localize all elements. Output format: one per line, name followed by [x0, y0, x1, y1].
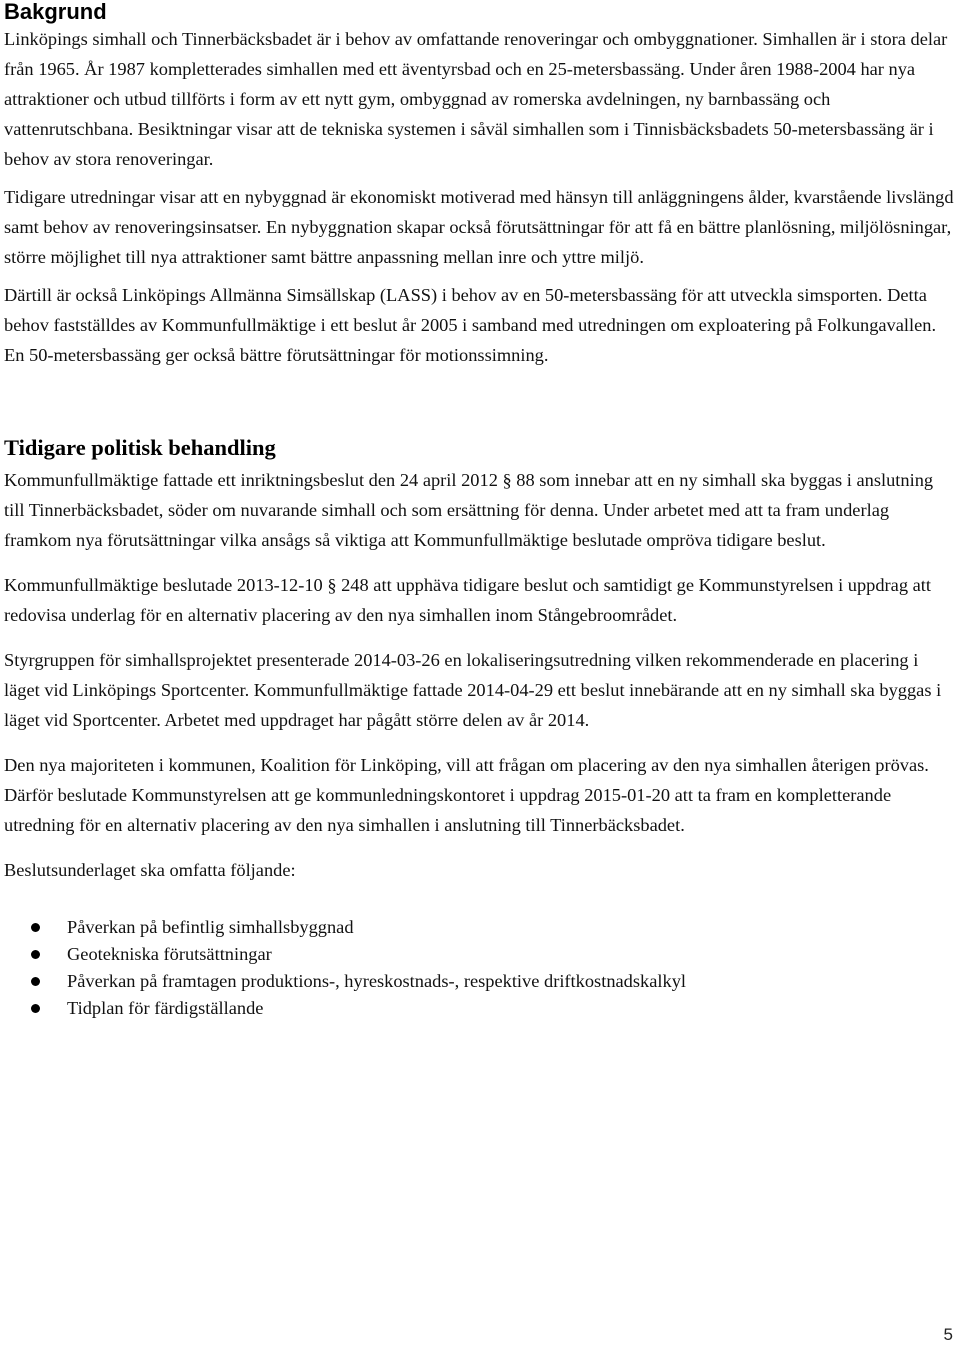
paragraph-previous-4: Den nya majoriteten i kommunen, Koalition för Linköping, vill att frågan om placering av den nya simhallen återigen prövas. Därför beslutade Kommunstyrelsen att ge kommunledningskontoret i uppdrag 2015-01-20 att ta fram en kompletterande utredning för en alternativ placering av den nya simhallen i anslutning till Tinnerbäcksbadet. [4, 755, 929, 835]
page-content [4, 0, 954, 1022]
paragraph-previous-5: Beslutsunderlaget ska omfatta följande: [4, 860, 296, 880]
paragraph-text: 248 att upphäva tidigare beslut och samtidigt ge Kommunstyrelsen i uppdrag att redovisa underlag för en alternativ placering av den nya simhallen inom Stångebroområdet. [4, 575, 932, 625]
heading-bakgrund: Bakgrund [4, 0, 107, 24]
list-item [4, 968, 954, 995]
bullet-icon [31, 950, 40, 959]
paragraph-text: 88 som innebar att en ny simhall ska byggas i anslutning till Tinnerbäcksbadet, söder om nuvarande simhall och som ersättning för denna. Under arbetet med att ta fram underlag framkom nya förutsättningar vilka ansågs så viktiga att Kommunfullmäktige beslutade ompröva tidigare beslut. [4, 470, 934, 550]
paragraph-previous-2 [4, 570, 954, 630]
list-item-text: Påverkan på befintlig simhallsbyggnad [67, 917, 354, 937]
list-item-text: Påverkan på framtagen produktions-, hyreskostnads-, respektive driftkostnadskalkyl [67, 971, 686, 991]
bullet-list [4, 914, 954, 1022]
page-number: 5 [943, 1325, 953, 1344]
list-item [4, 941, 954, 968]
list-item-text: Tidplan för färdigställande [67, 998, 264, 1018]
bullet-icon [31, 977, 40, 986]
paragraph-background-1: Linköpings simhall och Tinnerbäcksbadet är i behov av omfattande renoveringar och ombyggnationer. Simhallen är i stora delar från 1965. År 1987 kompletterades simhallen med ett äventyrsbad och en 25-metersbassäng. Under åren 1988-2004 har nya attraktioner och utbud tillförts i form av ett nytt gym, ombyggnad av romerska avdelningen, ny barnbassäng och vattenrutschbana. Besiktningar visar att de tekniska systemen i såväl simhallen som i Tinnisbäcksbadets 50-metersbassäng är i behov av stora renoveringar. [4, 29, 948, 169]
list-item [4, 995, 954, 1022]
list-item-text: Geotekniska förutsättningar [67, 944, 272, 964]
section-sign: § [327, 575, 337, 595]
heading-tidigare-politisk-behandling [4, 434, 954, 462]
paragraph-text: Kommunfullmäktige beslutade 2013-12-10 [4, 575, 328, 595]
paragraph-background-2: Tidigare utredningar visar att en nybyggnad är ekonomiskt motiverad med hänsyn till anläggningens ålder, kvarstående livslängd samt behov av renoveringsinsatser. En nybyggnation skapar också förutsättningar för att få en bättre planlösning, miljölösningar, större möjlighet till nya attraktioner samt bättre anpassning mellan inre och yttre miljö. [4, 187, 954, 267]
paragraph-background-3: Därtill är också Linköpings Allmänna Simsällskap (LASS) i behov av en 50-metersbassäng för att utveckla simsporten. Detta behov fastställdes av Kommunfullmäktige i ett beslut år 2005 i samband med utredningen om exploatering på Folkungavallen. En 50-metersbassäng ger också bättre förutsättningar för motionssimning. [4, 285, 937, 365]
section-sign: § [502, 470, 512, 490]
paragraph-previous-3: Styrgruppen för simhallsprojektet presenterade 2014-03-26 en lokaliseringsutredning vilken rekommenderade en placering i läget vid Linköpings Sportcenter. Kommunfullmäktige fattade 2014-04-29 ett beslut innebärande att en ny simhall ska byggas i läget vid Sportcenter. Arbetet med uppdraget har pågått större delen av år 2014. [4, 650, 942, 730]
list-item [4, 914, 954, 941]
paragraph-previous-1 [4, 465, 954, 555]
bullet-icon [31, 923, 40, 932]
paragraph-text: Kommunfullmäktige fattade ett inriktningsbeslut den 24 april 2012 [4, 470, 503, 490]
bullet-icon [31, 1004, 40, 1013]
heading-text: Tidigare politisk behandling [4, 435, 276, 460]
